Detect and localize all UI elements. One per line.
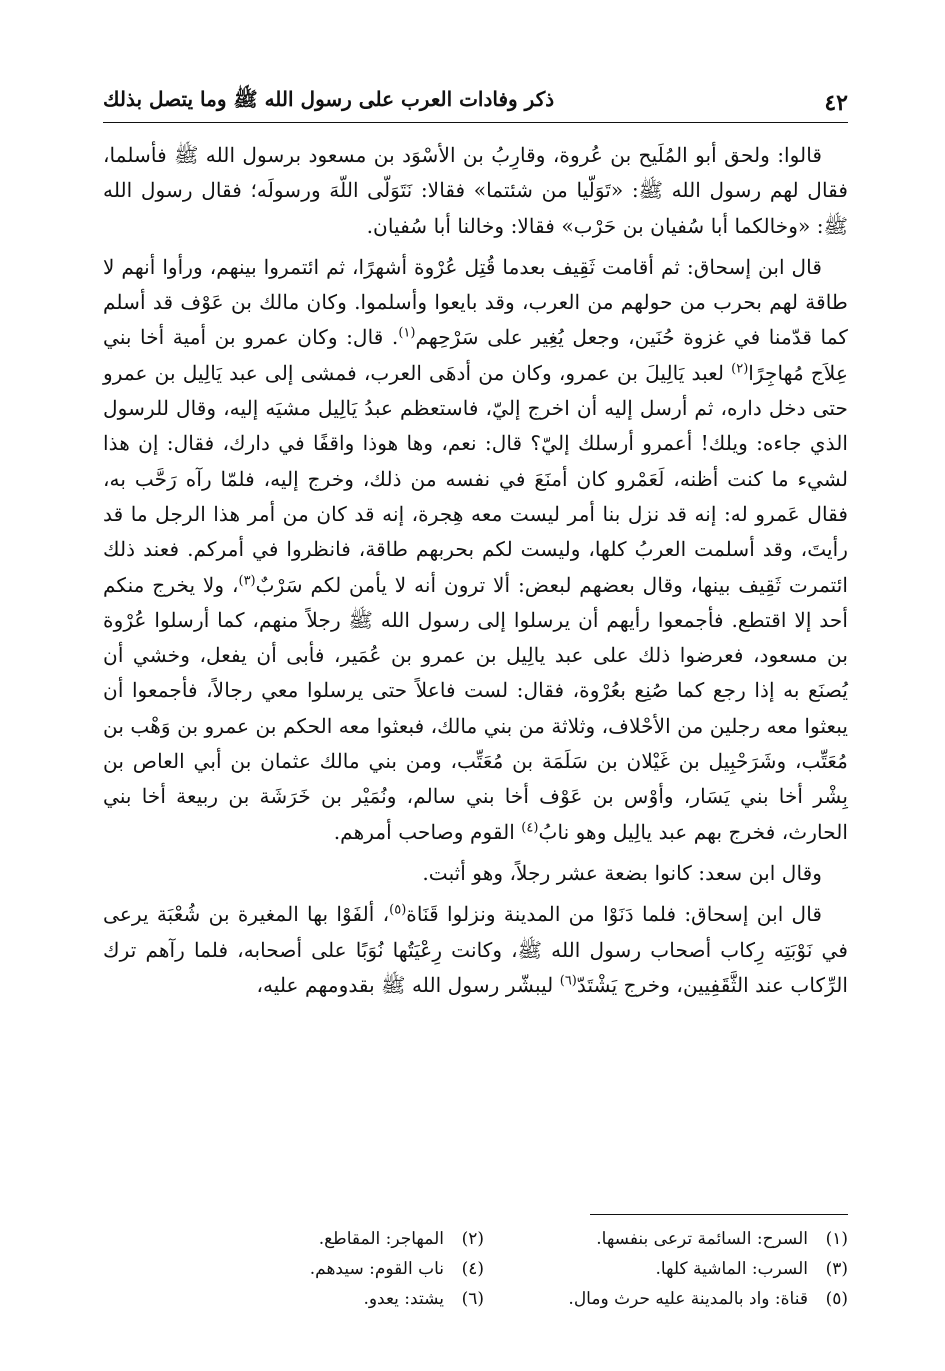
footnote-text: يشتد: يعدو. (363, 1289, 444, 1309)
footnote-item (524, 1286, 848, 1312)
footnote-marker: (٤) (521, 819, 539, 835)
text-segment: قال ابن إسحاق: ثم أقامت ثَقِيف بعدما قُتِل عُرْوة أشهرًا، ثم ائتمروا بينهم، ورأوا أنهم لا طاقة لهم بحرب من حولهم من العرب، وقد بايعوا وأسلموا. وكان مالك بن عَوْف قد أسلم كما قدّمنا في غزوة حُنَين، وجعل يُغِير على سَرْحِهم (103, 254, 848, 350)
footnote-item (160, 1226, 484, 1252)
text-segment: وقال ابن سعد: كانوا بضعة عشر رجلاً، وهو أثبت. (422, 860, 822, 885)
footnote-item (524, 1226, 848, 1252)
footnote-marker: (٥) (389, 902, 407, 918)
footnote-number: (١) (825, 1229, 848, 1249)
main-text (103, 138, 848, 1009)
footnote-text: السرح: السائمة ترعى بنفسها. (596, 1229, 808, 1249)
paragraph (103, 138, 848, 244)
text-segment: القوم وصاحب أمرهم. (333, 819, 522, 844)
footnote-text: قناة: واد بالمدينة عليه حرث ومال. (568, 1289, 808, 1309)
text-segment: لعبد يَالِيلَ بن عمرو، وكان من أدهَى العرب، فمشى إلى عبد يَالِيل بن عمرو حتى دخل داره، ثم أرسل إليه أن اخرج إليّ، فاستعظم عبدُ يَالِيل مشيَه إليه، وقال للرسول الذي جاءه: ويلك! أعمرو أرسلك إليّ؟ قال: نعم، وها هوذا واقفًا في دارك، فقال: إن هذا لشيء ما كنت أظنه، لَعَمْرو كان أمنَعَ في نفسه من ذلك، وخرج إليه، فلمّا رآه رَحَّب به، فقال عَمرو له: إنه قد نزل بنا أمر ليست معه هِجرة، إنه قد كان من أمر هذا الرجل ما قد رأيتَ، وقد أسلمت العربُ كلها، وليست لكم بحربهم طاقة، فانظروا في أمركم. فعند ذلك ائتمرت ثَقِيف بينها، وقال بعضهم لبعض: ألا ترون أنه لا يأمن لكم سَرْبٌ (103, 360, 849, 597)
footnote-number: (٤) (461, 1259, 484, 1279)
text-segment: قالوا: ولحق أبو المُلَيح بن عُروة، وقارِبُ بن الأسْوَد بن مسعود برسول الله ﷺ فأسلما، فقال لهم رسول الله ﷺ: «تَوَلّيا من شئتما» فقالا: نَتَوَلّى اللّهَ ورسولَه؛ فقال رسول الله ﷺ: «وخالكما أبا سُفيان بن حَرْب» فقالا: وخالنا أبا سُفيان. (103, 143, 848, 238)
text-segment: ليبشّر رسول الله ﷺ بقدومهم عليه، (256, 972, 560, 997)
footnote-item (160, 1256, 484, 1282)
paragraph (103, 897, 848, 1003)
running-title: ذكر وفادات العرب على رسول الله ﷺ وما يتصل بذلك (103, 87, 555, 111)
footnote-item (160, 1286, 484, 1312)
footnote-number: (٥) (825, 1289, 848, 1309)
footnote-marker: (١) (398, 325, 416, 341)
text-segment: . قال: وكان عمرو بن أمية أخا بني عِلاَج مُهاجِرًا (103, 325, 848, 385)
footnote-divider (590, 1214, 848, 1215)
footnote-marker: (٣) (238, 572, 256, 588)
footnote-text: المهاجر: المقاطع. (318, 1229, 444, 1249)
page-header (103, 82, 848, 123)
paragraph (103, 250, 848, 850)
text-segment: قال ابن إسحاق: فلما دَنَوْا من المدينة ونزلوا قَنَاة (406, 902, 823, 927)
footnote-marker: (٦) (559, 973, 577, 989)
paragraph (103, 856, 848, 891)
footnote-text: السرب: الماشية كلها. (655, 1259, 808, 1279)
text-segment: ، ولا يخرج منكم أحد إلا اقتطع. فأجمعوا رأيهم أن يرسلوا إلى رسول الله ﷺ رجلاً منهم، كما أرسلوا عُرْوة بن مسعود، فعرضوا ذلك على عبد يالِيل بن عمرو بن عُمَير، فأبى أن يفعل، وخشي أن يُصنَع به إذا رجع كما صُنِع بعُرْوة، فقال: لست فاعلاً حتى يرسلوا معي رجالاً، فأجمعوا أن يبعثوا معه رجلين من الأحْلاف، وثلاثة من بني مالك، فبعثوا معه الحكم بن عمرو بن وَهْب بن مُعَتِّب، وشَرَحْبِيل بن غَيْلان بن سَلَمَة بن مُعَتِّب، ومن بني مالك عثمان بن أبي العاص بن بِشْر أخا بني يَسَار، وأوْس بن عَوْف أخا بني سالم، ونُمَيْر بن خَرَشَة بن ربيعة أخا بني الحارث، فخرج بهم عبد يالِيل وهو نابُ (103, 572, 848, 844)
footnotes (160, 1226, 848, 1312)
footnote-number: (٣) (825, 1259, 848, 1279)
text-segment: ، ألفَوْا بها المغيرة بن شُعْبَة يرعى في نَوْبَتِه رِكاب أصحاب رسول الله ﷺ، وكانت رِعْيَتُها نُوَبًا على أصحابه، فلما رآهم ترك الرِّكاب عند الثَّقَفِيين، وخرج يَشْتَدّ (103, 902, 848, 997)
page-number: ٤٢ (824, 90, 848, 116)
footnote-number: (٦) (461, 1289, 484, 1309)
footnote-number: (٢) (461, 1229, 484, 1249)
footnote-item (524, 1256, 848, 1282)
footnote-marker: (٢) (731, 361, 749, 377)
footnote-text: ناب القوم: سيدهم. (309, 1259, 444, 1279)
